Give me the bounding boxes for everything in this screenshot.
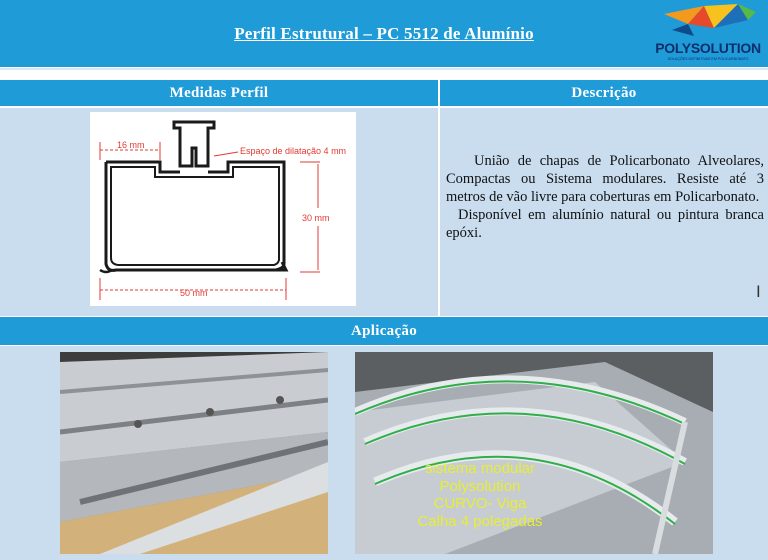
caption-line: CURVO- Viga — [433, 495, 527, 512]
logo-tagline: SOLUÇÕES DEFINITIVAS EM POLICARBONATO — [667, 57, 749, 61]
divider — [0, 68, 768, 70]
logo-brand: POLYSOLUTION — [655, 40, 761, 56]
profile-diagram — [90, 112, 356, 306]
photo-curved-system — [355, 352, 713, 554]
label-width: 50 mm — [180, 288, 208, 298]
page-title: Perfil Estrutural – PC 5512 de Alumínio — [234, 24, 534, 43]
label-height: 30 mm — [302, 213, 330, 223]
photo-caption — [355, 460, 605, 530]
caption-line: Polysolution — [439, 477, 521, 495]
label-dilation-gap: Espaço de dilatação 4 mm — [240, 146, 347, 156]
polysolution-logo-icon — [652, 2, 764, 42]
text-cursor-icon: I — [756, 282, 761, 301]
caption-line: Calha 4 polegadas — [417, 512, 543, 530]
section-title-aplicacao: Aplicação — [0, 317, 768, 345]
polysolution-logo — [652, 2, 764, 64]
photo-aluminium-profiles — [60, 352, 328, 554]
caption-line: sistema modular — [424, 460, 536, 477]
section-title-descricao: Descrição — [440, 80, 768, 106]
label-top-width: 16 mm — [117, 140, 145, 150]
description-text — [446, 152, 764, 242]
description-paragraph-2: Disponível em alumínio natural ou pintura branca epóxi. — [446, 207, 764, 241]
description-paragraph-1: União de chapas de Policarbonato Alveolares, Compactas ou Sistema modulares. Resiste até 3 metros de vão livre para coberturas em Policarbonato. — [446, 153, 764, 205]
section-title-medidas: Medidas Perfil — [0, 80, 438, 106]
profile-diagram-drawing — [90, 112, 356, 306]
